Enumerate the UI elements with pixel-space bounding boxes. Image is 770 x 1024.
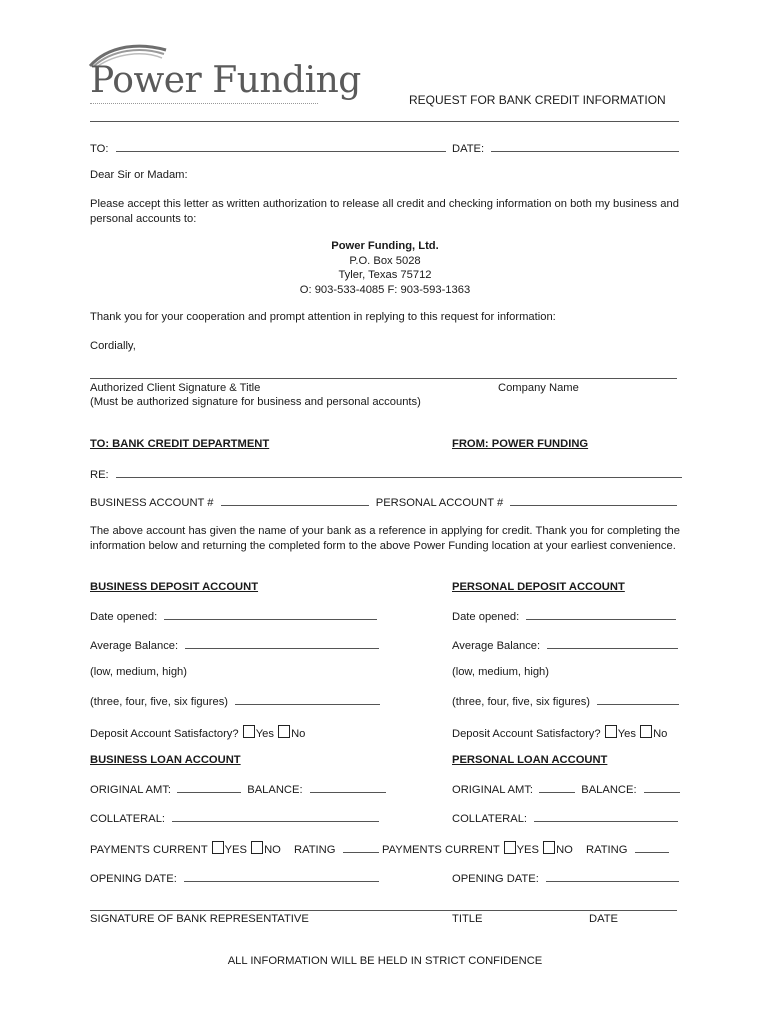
business-satisfactory-label: Deposit Account Satisfactory?: [90, 728, 239, 740]
re-row: [90, 467, 682, 481]
personal-date-opened-row: [452, 609, 676, 623]
personal-satisfactory-row: [452, 725, 667, 740]
personal-date-opened-field[interactable]: [526, 609, 676, 620]
to-bank-heading: TO: BANK CREDIT DEPARTMENT: [90, 438, 270, 450]
business-scale2-row: [90, 694, 380, 708]
business-payments-label: PAYMENTS CURRENT: [90, 844, 208, 856]
closing: Cordially,: [90, 340, 136, 352]
personal-original-amt-field[interactable]: [539, 782, 575, 793]
thanks-text: Thank you for your cooperation and prompt attention in replying to this request for information:: [90, 311, 556, 323]
re-label: RE:: [90, 469, 109, 481]
personal-original-amt-label: ORIGINAL AMT:: [452, 784, 534, 796]
logo-underline: [90, 103, 318, 104]
bank-title-label: TITLE: [452, 913, 483, 925]
signature-line[interactable]: [90, 378, 677, 379]
business-payments-row: [90, 841, 379, 856]
personal-yes-checkbox[interactable]: [605, 725, 617, 738]
business-scale2-label: (three, four, five, six figures): [90, 696, 229, 708]
business-avg-balance-row: [90, 638, 379, 652]
date-label: DATE:: [452, 143, 485, 155]
personal-avg-balance-field[interactable]: [547, 638, 678, 649]
signature-note: (Must be authorized signature for business and personal accounts): [90, 396, 421, 408]
business-date-opened-field[interactable]: [164, 609, 377, 620]
personal-opening-date-field[interactable]: [546, 871, 679, 882]
business-deposit-heading: BUSINESS DEPOSIT ACCOUNT: [90, 581, 259, 593]
address-box: P.O. Box 5028: [349, 254, 421, 267]
from-heading: FROM: POWER FUNDING: [452, 438, 589, 450]
personal-no-label: No: [653, 728, 668, 740]
business-collateral-field[interactable]: [172, 811, 379, 822]
personal-scale1: (low, medium, high): [452, 666, 549, 678]
business-scale2-field[interactable]: [235, 694, 380, 705]
bank-signature-line[interactable]: [90, 910, 677, 911]
personal-date-opened-label: Date opened:: [452, 611, 520, 623]
personal-scale2-label: (three, four, five, six figures): [452, 696, 591, 708]
bank-date-label: DATE: [589, 913, 619, 925]
personal-collateral-field[interactable]: [534, 811, 678, 822]
business-payments-yes-checkbox[interactable]: [212, 841, 224, 854]
personal-deposit-heading: PERSONAL DEPOSIT ACCOUNT: [452, 581, 625, 593]
confidential-notice: ALL INFORMATION WILL BE HELD IN STRICT CONFIDENCE: [227, 955, 543, 967]
personal-balance-label: BALANCE:: [581, 784, 637, 796]
personal-scale2-row: [452, 694, 679, 708]
logo: Power Funding: [90, 60, 361, 101]
personal-payments-yes-checkbox[interactable]: [504, 841, 516, 854]
personal-rating-field[interactable]: [635, 842, 669, 853]
business-payments-no-label: NO: [264, 844, 281, 856]
business-rating-field[interactable]: [343, 842, 379, 853]
personal-loan-heading: PERSONAL LOAN ACCOUNT: [452, 754, 608, 766]
business-account-label: BUSINESS ACCOUNT #: [90, 497, 214, 509]
reference-paragraph: The above account has given the name of your bank as a reference in applying for credit. Thank you for completing the information below and returning the completed form to the above Power Funding location at your earliest convenience.: [90, 525, 680, 552]
document-title: REQUEST FOR BANK CREDIT INFORMATION: [409, 93, 666, 107]
business-original-amt-field[interactable]: [177, 782, 241, 793]
address-city: Tyler, Texas 75712: [338, 269, 432, 282]
personal-payments-row: [382, 841, 669, 856]
business-payments-no-checkbox[interactable]: [251, 841, 263, 854]
personal-satisfactory-label: Deposit Account Satisfactory?: [452, 728, 601, 740]
address-block: [240, 239, 530, 297]
business-satisfactory-row: [90, 725, 305, 740]
business-balance-label: BALANCE:: [247, 784, 303, 796]
business-yes-checkbox[interactable]: [243, 725, 255, 738]
personal-payments-yes-label: YES: [516, 844, 539, 856]
business-no-checkbox[interactable]: [278, 725, 290, 738]
business-opening-date-row: [90, 871, 379, 885]
business-collateral-label: COLLATERAL:: [90, 813, 166, 825]
personal-amounts-row: [452, 782, 680, 796]
personal-payments-no-checkbox[interactable]: [543, 841, 555, 854]
to-row: [90, 141, 446, 155]
date-row: [452, 141, 679, 155]
date-field[interactable]: [491, 141, 679, 152]
personal-collateral-label: COLLATERAL:: [452, 813, 528, 825]
signature-label: Authorized Client Signature & Title: [90, 382, 261, 394]
bank-rep-label: SIGNATURE OF BANK REPRESENTATIVE: [90, 913, 309, 925]
intro-paragraph: Please accept this letter as written authorization to release all credit and checking information on both my business and personal accounts to:: [90, 198, 679, 225]
business-opening-date-field[interactable]: [184, 871, 379, 882]
personal-rating-label: RATING: [585, 844, 628, 856]
business-rating-label: RATING: [293, 844, 336, 856]
business-no-label: No: [291, 728, 306, 740]
to-field[interactable]: [116, 141, 446, 152]
company-label: Company Name: [498, 382, 579, 394]
to-label: TO:: [90, 143, 109, 155]
business-balance-field[interactable]: [310, 782, 386, 793]
personal-payments-no-label: NO: [556, 844, 573, 856]
business-opening-date-label: OPENING DATE:: [90, 873, 177, 885]
personal-balance-field[interactable]: [644, 782, 680, 793]
business-date-opened-row: [90, 609, 377, 623]
business-loan-heading: BUSINESS LOAN ACCOUNT: [90, 754, 241, 766]
title-divider: [90, 121, 679, 122]
personal-account-field[interactable]: [510, 495, 677, 506]
business-yes-label: Yes: [255, 728, 274, 740]
personal-avg-balance-label: Average Balance:: [452, 640, 541, 652]
business-collateral-row: [90, 811, 379, 825]
personal-yes-label: Yes: [617, 728, 636, 740]
personal-avg-balance-row: [452, 638, 678, 652]
personal-opening-date-row: [452, 871, 679, 885]
business-original-amt-label: ORIGINAL AMT:: [90, 784, 172, 796]
personal-no-checkbox[interactable]: [640, 725, 652, 738]
account-row: [90, 495, 677, 509]
personal-collateral-row: [452, 811, 678, 825]
re-field[interactable]: [116, 467, 682, 478]
business-scale1: (low, medium, high): [90, 666, 187, 678]
business-amounts-row: [90, 782, 386, 796]
personal-opening-date-label: OPENING DATE:: [452, 873, 539, 885]
business-payments-yes-label: YES: [224, 844, 247, 856]
business-avg-balance-label: Average Balance:: [90, 640, 179, 652]
business-avg-balance-field[interactable]: [185, 638, 379, 649]
business-date-opened-label: Date opened:: [90, 611, 158, 623]
salutation: Dear Sir or Madam:: [90, 169, 188, 181]
business-account-field[interactable]: [221, 495, 369, 506]
personal-payments-label: PAYMENTS CURRENT: [382, 844, 500, 856]
personal-scale2-field[interactable]: [597, 694, 679, 705]
personal-account-label: PERSONAL ACCOUNT #: [375, 497, 504, 509]
address-name: Power Funding, Ltd.: [331, 240, 439, 252]
address-phones: O: 903-533-4085 F: 903-593-1363: [299, 283, 471, 296]
